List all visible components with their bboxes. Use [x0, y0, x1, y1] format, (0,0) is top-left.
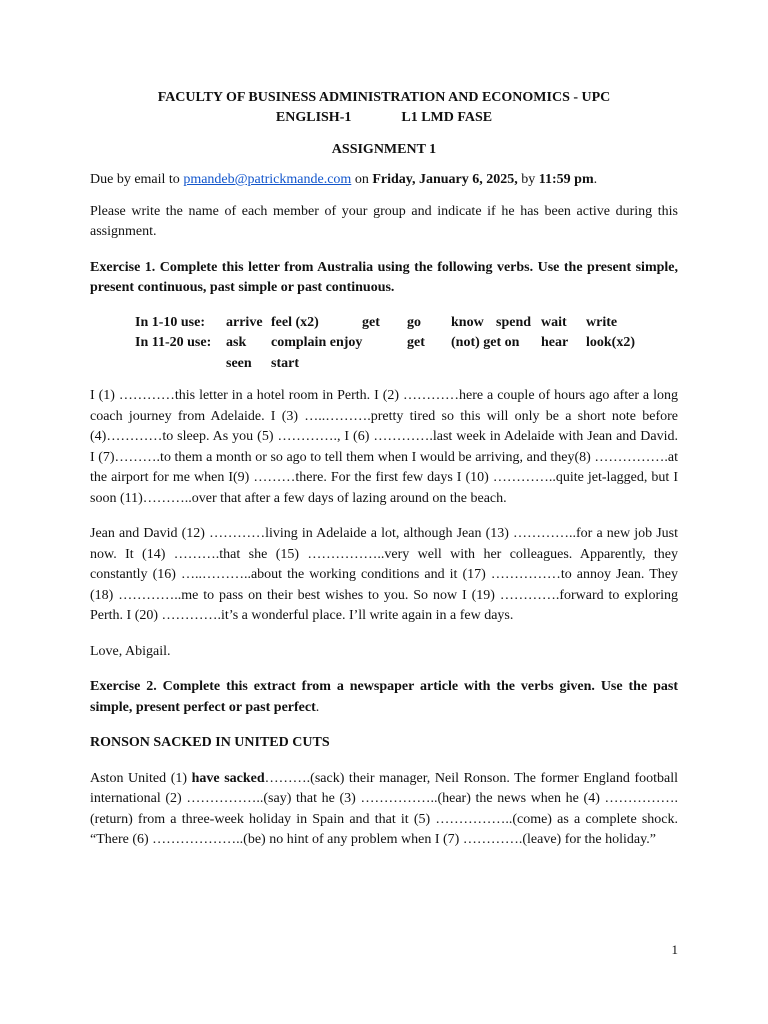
letter-paragraph-1: I (1) …………this letter in a hotel room in Perth. I (2) …………here a couple of hours ago after a long coach journey from Adelaide. I (3) …..……….pretty tired so this will only be a short note before (4)…………to sleep. As you (5) …………., I (6) ………….last week in Adelaide with Jean and David. I (7)……….to them a month or so ago to tell them when I would be arriving, and they(8) …………….at the airport for me when I(9) ………there. For the first few days I (10) …………..quite jet-lagged, but I soon (11)………..over that after a few days of lazing around on the beach. — [90, 388, 678, 506]
group-instruction: Please write the name of each member of your group and indicate if he has been active during this assignment. — [90, 203, 678, 239]
page-number: 1 — [671, 942, 678, 957]
verb-cell: look(x2) — [586, 335, 635, 350]
verb-row-label: In 1-10 use: — [135, 314, 206, 330]
verb-cell: wait — [541, 314, 567, 330]
due-by: by — [517, 172, 539, 187]
verb-row-1 — [135, 313, 635, 334]
email-link[interactable]: pmandeb@patrickmande.com — [183, 172, 352, 187]
verb-cell: feel (x2) — [271, 314, 319, 330]
due-time: 11:59 pm — [538, 172, 594, 187]
verb-cell: seen — [226, 355, 252, 371]
faculty-title: FACULTY OF BUSINESS ADMINISTRATION AND ECONOMICS - UPC — [157, 90, 611, 105]
due-mid: on — [351, 172, 373, 187]
verb-cell: get — [362, 314, 380, 330]
article-start: Aston United (1) — [90, 770, 192, 786]
verb-cell: ask — [226, 335, 247, 350]
article-paragraph — [90, 769, 678, 851]
verb-cell: (not) get on — [451, 335, 520, 350]
verb-cell: arrive — [226, 314, 263, 330]
due-prefix: Due by email to — [90, 172, 184, 187]
article-example-answer: have sacked — [191, 770, 265, 786]
exercise1-heading: Exercise 1. Complete this letter from Australia using the following verbs. Use the present simple, present continuous, past simple or past continuous. — [90, 259, 678, 295]
verb-row-3 — [135, 354, 635, 375]
document-page — [90, 88, 678, 851]
verb-row-2 — [135, 333, 635, 354]
course-line — [90, 108, 678, 128]
due-date: Friday, January 6, 2025, — [372, 172, 518, 187]
verb-row-label — [135, 354, 226, 375]
verb-cell: hear — [541, 335, 569, 350]
verb-row-label: In 11-20 use: — [135, 335, 212, 350]
verb-cell: know — [451, 314, 484, 330]
exercise2-heading-end: . — [315, 699, 320, 715]
course-name: ENGLISH-1 — [275, 110, 352, 125]
verb-list — [135, 313, 635, 375]
course-level: L1 LMD FASE — [401, 110, 493, 125]
verb-cell: write — [586, 314, 618, 330]
verb-cell: go — [407, 314, 421, 330]
due-end: . — [593, 172, 598, 187]
letter-paragraph-2: Jean and David (12) …………living in Adelaide a lot, although Jean (13) …………..for a new job Just now. It (14) ……….that she (15) ……………..very well with her colleagues. Apparently, they constantly (16) …..………..about the working conditions and it (17) ……………to annoy Jean. They (18) …………..me to pass on their best wishes to you. So now I (19) ………….forward to exploring Perth. I (20) ………….it’s a wonderful place. I’ll write again in a few days. — [90, 526, 678, 623]
assignment-title: ASSIGNMENT 1 — [331, 142, 437, 157]
verb-cell: get — [407, 335, 425, 350]
verb-cell: complain enjoy — [271, 335, 363, 350]
article-rest: ……….(sack) their manager, Neil Ronson. The former England football international (2) ……………..(say) that he (3) ……………..(hear) the news when he (4) …………….(return) from a three-week holiday in Spain and that it (5) ……………..(come) as a complete shock. “There (6) ………………..(be) no hint of any problem when I (7) ………….(leave) for the holiday.” — [90, 770, 678, 847]
verb-cell: start — [271, 355, 299, 371]
letter-closing: Love, Abigail. — [90, 643, 171, 659]
exercise2-heading — [90, 677, 678, 718]
exercise2-heading-text: Exercise 2. Complete this extract from a newspaper article with the verbs given. Use the past simple, present perfect or past perfect — [90, 679, 678, 715]
verb-cell: spend — [496, 314, 532, 330]
due-line — [90, 170, 678, 191]
article-title: RONSON SACKED IN UNITED CUTS — [90, 735, 330, 750]
